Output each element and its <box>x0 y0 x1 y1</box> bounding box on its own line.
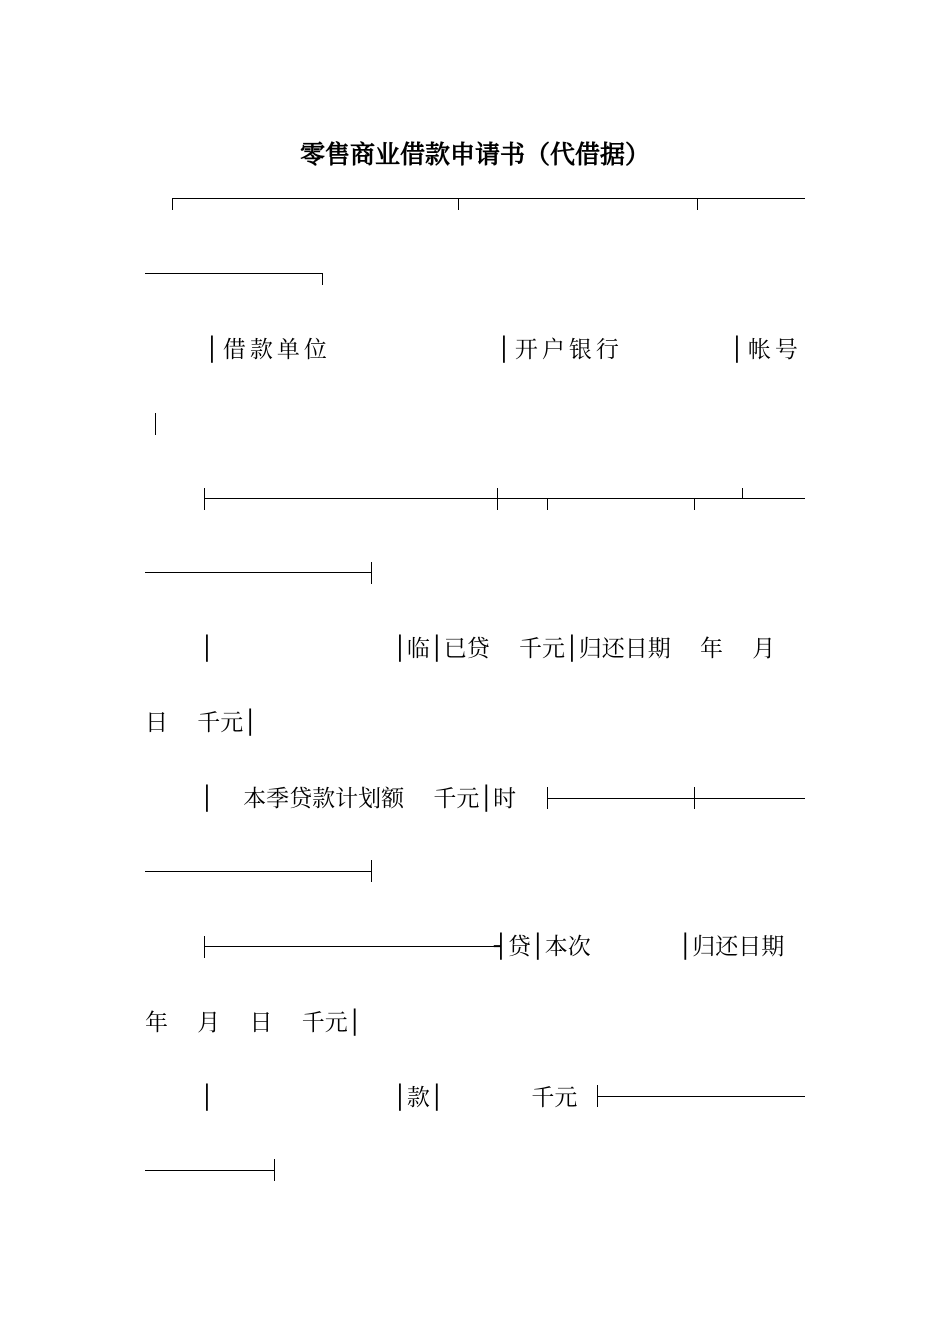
cross <box>694 787 695 809</box>
cell-quarter-plan: │ 本季贷款计划额 千元│时 <box>200 786 517 812</box>
cell-bar: │ <box>200 636 214 662</box>
horizontal-rule <box>547 798 805 799</box>
horizontal-rule <box>204 946 498 947</box>
tee-right <box>204 488 205 510</box>
vertical-bar <box>155 413 156 435</box>
horizontal-rule <box>597 1096 805 1097</box>
cell-date-amount: 日 千元│ <box>145 710 258 736</box>
horizontal-rule <box>145 1170 275 1171</box>
horizontal-rule <box>172 198 805 199</box>
horizontal-rule <box>145 273 323 274</box>
tee-left <box>274 1159 275 1181</box>
tee-right <box>204 936 205 958</box>
cell-loan-current: ┤贷│本次 │归还日期 <box>494 934 785 960</box>
label-borrower: │借款单位 <box>205 337 331 363</box>
tee-down <box>697 198 698 210</box>
tee-left <box>371 860 372 882</box>
tee-down <box>547 498 548 510</box>
horizontal-rule <box>145 871 372 872</box>
corner-top-left <box>172 198 173 210</box>
tee-down <box>694 498 695 510</box>
label-bank: │开户银行 <box>497 337 623 363</box>
cell-date-amount-2: 年 月 日 千元│ <box>145 1010 362 1036</box>
horizontal-rule <box>204 498 805 499</box>
cell-temporary-1: │临│已贷 千元│归还日期 年 月 <box>393 636 776 662</box>
label-account: │帐号 <box>730 337 802 363</box>
tee-left <box>371 562 372 584</box>
tee-down <box>458 198 459 210</box>
cell-bar-2: │ <box>200 1085 214 1111</box>
horizontal-rule <box>145 572 372 573</box>
document-title: 零售商业借款申请书（代借据） <box>299 140 650 169</box>
tee-up <box>742 488 743 498</box>
corner-top-right <box>322 273 323 285</box>
cell-loan-amount: │款│ 千元 <box>393 1085 578 1111</box>
cross <box>497 488 498 510</box>
